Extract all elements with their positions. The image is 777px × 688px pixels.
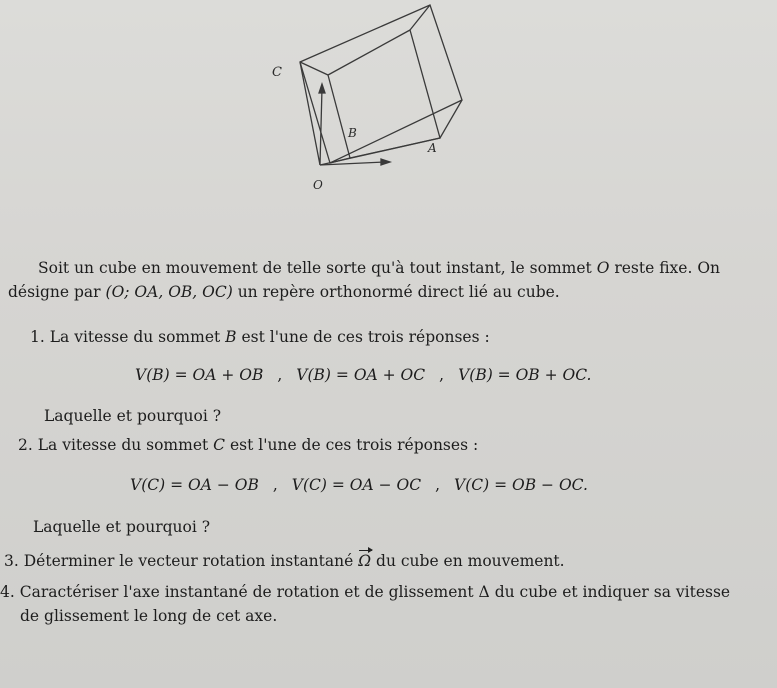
delta-symbol: Δ: [478, 583, 490, 601]
question-3: [4, 550, 565, 570]
label-B: B: [348, 126, 357, 140]
question-text: La vitesse du sommet: [37, 436, 209, 454]
question-text: La vitesse du sommet: [49, 328, 221, 346]
intro-line-2: [8, 283, 560, 301]
intro-text: désigne par: [8, 283, 101, 301]
label-C: C: [272, 65, 282, 80]
question-text-end: du cube en mouvement.: [376, 552, 565, 570]
q1-followup: Laquelle et pourquoi ?: [44, 407, 222, 425]
point-C: C: [213, 436, 226, 454]
question-4: [0, 583, 730, 601]
equation-option-1: V(C) = OA − OB: [130, 476, 259, 494]
question-text-end: est l'une de ces trois réponses :: [229, 436, 479, 454]
intro-text-end: reste fixe. On: [614, 259, 721, 277]
q1-equations: V(B) = OA + OB , V(B) = OA + OC , V(B) = OB + OC.: [135, 366, 592, 384]
label-A: A: [428, 141, 437, 155]
q2-followup: Laquelle et pourquoi ?: [33, 518, 211, 536]
equation-option-2: V(B) = OA + OC: [296, 366, 426, 384]
cube-edge: [300, 62, 328, 75]
question-text: Caractériser l'axe instantané de rotation et de glissement: [19, 583, 474, 601]
question-1: [30, 328, 490, 346]
equation-option-1: V(B) = OA + OB: [135, 366, 264, 384]
intro-text-end: un repère orthonormé direct lié au cube.: [237, 283, 560, 301]
frame-notation: (O; OA, OB, OC): [105, 283, 233, 301]
question-2: [18, 436, 478, 454]
cube-front-face: [328, 30, 440, 158]
equation-option-3: V(C) = OB − OC.: [454, 476, 588, 494]
omega-vector: Ω: [358, 552, 372, 570]
axis-z-arrow: [319, 84, 325, 93]
label-O: O: [313, 178, 323, 192]
question-text: Déterminer le vecteur rotation instantané: [23, 552, 354, 570]
intro-line-1: [38, 259, 720, 277]
question-4-line-2: de glissement le long de cet axe.: [20, 607, 278, 625]
axis-z: [320, 88, 322, 165]
question-number: 3.: [4, 552, 19, 570]
question-number: 1.: [30, 328, 45, 346]
question-number: 4.: [0, 583, 15, 601]
cube-edge: [300, 62, 320, 165]
question-text-end: du cube et indiquer sa vitesse: [494, 583, 731, 601]
cube-figure: [0, 0, 777, 250]
point-B: B: [225, 328, 237, 346]
cube-back-face: [300, 5, 462, 163]
equation-option-3: V(B) = OB + OC.: [458, 366, 592, 384]
question-number: 2.: [18, 436, 33, 454]
equation-option-2: V(C) = OA − OC: [291, 476, 422, 494]
intro-text: Soit un cube en mouvement de telle sorte qu'à tout instant, le sommet: [38, 259, 592, 277]
q2-equations: V(C) = OA − OB , V(C) = OA − OC , V(C) = OB − OC.: [130, 476, 588, 494]
intro-point-O: O: [596, 259, 610, 277]
cube-edge: [320, 138, 440, 165]
question-text-end: est l'une de ces trois réponses :: [241, 328, 490, 346]
axis-x-arrow: [381, 159, 390, 165]
